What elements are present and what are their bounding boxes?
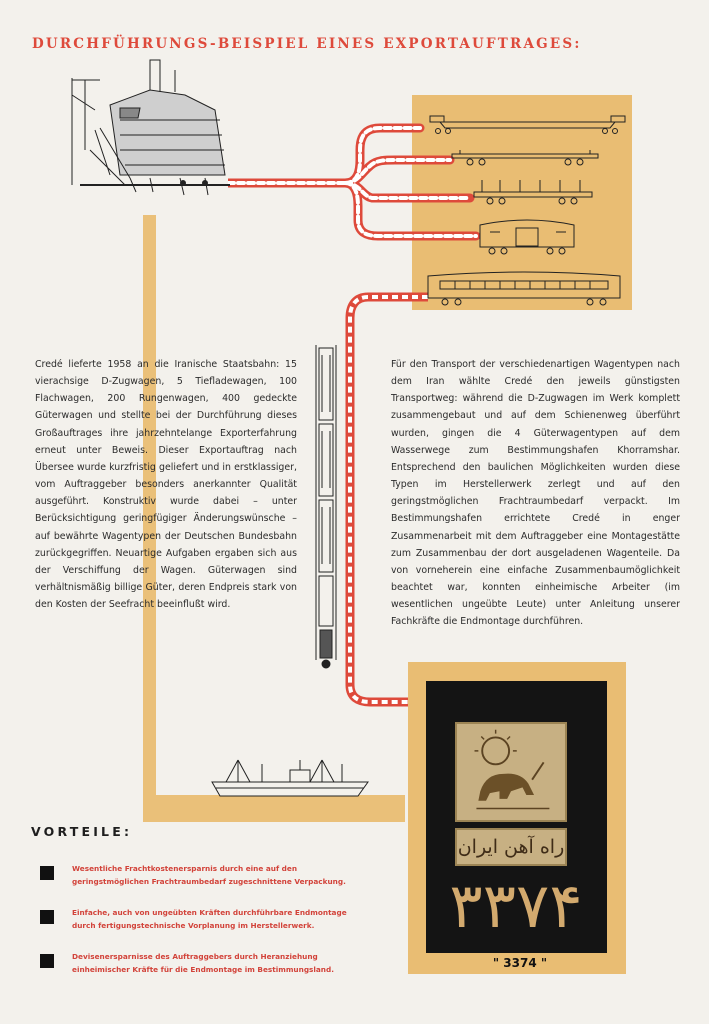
passenger-coach-icon (428, 272, 620, 305)
advantage-text: Einfache, auch von ungeübten Kräften durchführbare Endmontage durch fertigungstechnische Vorplanung im Herstellerwerk. (72, 908, 347, 930)
page-title: DURCHFÜHRUNGS-BEISPIEL EINES EXPORTAUFTRAGES: (32, 36, 582, 52)
advantage-text: Devisenersparnisse des Auftraggebers durch Heranziehung einheimischer Kräfte für die Endmontage im Bestimmungsland. (72, 952, 335, 974)
harbor-crane-ship-icon (70, 60, 230, 195)
flat-wagon-icon (452, 150, 598, 165)
left-paragraph: Credé lieferte 1958 an die Iranische Staatsbahn: 15 vierachsige D-Zugwagen, 5 Tiefladewagen, 100 Flachwagen, 200 Rungenwagen, 400 gedeckte Güterwagen und stellte bei der Durchführung dieses Großauftrages ihre jahrzehntelange Exporterfahrung erneut unter Beweis. Dieser Exportauftrag nach Übersee wurde kurzfristig geliefert und in erstklassiger, vom Auftraggeber besonders anerkannter Qualität ausgeführt. Konstruktiv wurde dabei – unter Berücksichtigung geringfügiger Änderungswünsche – auf bewährte Wagentypen der Deutschen Bundesbahn zurückgegriffen. Neuartige Aufgaben ergaben sich aus der Verschiffung der Wagen. Güterwagen sind verhältnismäßig billige Güter, deren Endpreis stark von den Kosten der Seefracht beeinflußt wird. (35, 359, 297, 611)
covered-goods-wagon-icon (480, 220, 574, 254)
stake-wagon-icon (474, 180, 592, 204)
advantage-text: Wesentliche Frachtkostenersparnis durch eine auf den geringstmöglichen Frachtraumbedarf zugeschnittene Verpackung. (72, 864, 346, 886)
lion-and-sun-drawing (457, 724, 565, 820)
plaque-label: راه آهن ایران (455, 828, 567, 866)
advantages-heading: VORTEILE: (31, 824, 133, 839)
cargo-ship-icon (212, 760, 368, 796)
bullet-square-icon (40, 910, 54, 924)
bullet-square-icon (40, 866, 54, 880)
rail-track-top (228, 128, 476, 236)
plaque-number-caption: " 3374 " (492, 956, 548, 970)
right-paragraph: Für den Transport der verschiedenartigen Wagentypen nach dem Iran wählte Credé den jeweils günstigsten Transportweg: während die D-Zugwagen im Werk komplett zusammengebaut und auf dem Schienenweg überführt wurden, gingen die 4 Güterwagentypen auf dem Wasserwege zum Bestimmungshafen Khorramshar. Entsprechend den baulichen Möglichkeiten wurden diese Typen im Herstellerwerk zerlegt und auf den geringstmöglichen Frachtraumbedarf verpackt. Im Bestimmungshafen errichtete Credé in enger Zusammenarbeit mit dem Auftraggeber eine Montagestätte zum Zusammenbau der dort ausgeladenen Wagenteile. Da von vorneherein eine einfache Zusammenbaumöglichkeit beachtet war, konnten einheimische Arbeiter (im wesentlichen ungeübte Leute) unter Anleitung unserer Fachkräfte die Endmontage durchführen. (391, 359, 680, 628)
train-on-rails-icon (316, 345, 336, 668)
low-loader-wagon-icon (430, 116, 625, 134)
lion-and-sun-emblem-icon (455, 722, 567, 822)
bullet-square-icon (40, 954, 54, 968)
plaque-number: ۳۳۷۴ (449, 869, 583, 942)
